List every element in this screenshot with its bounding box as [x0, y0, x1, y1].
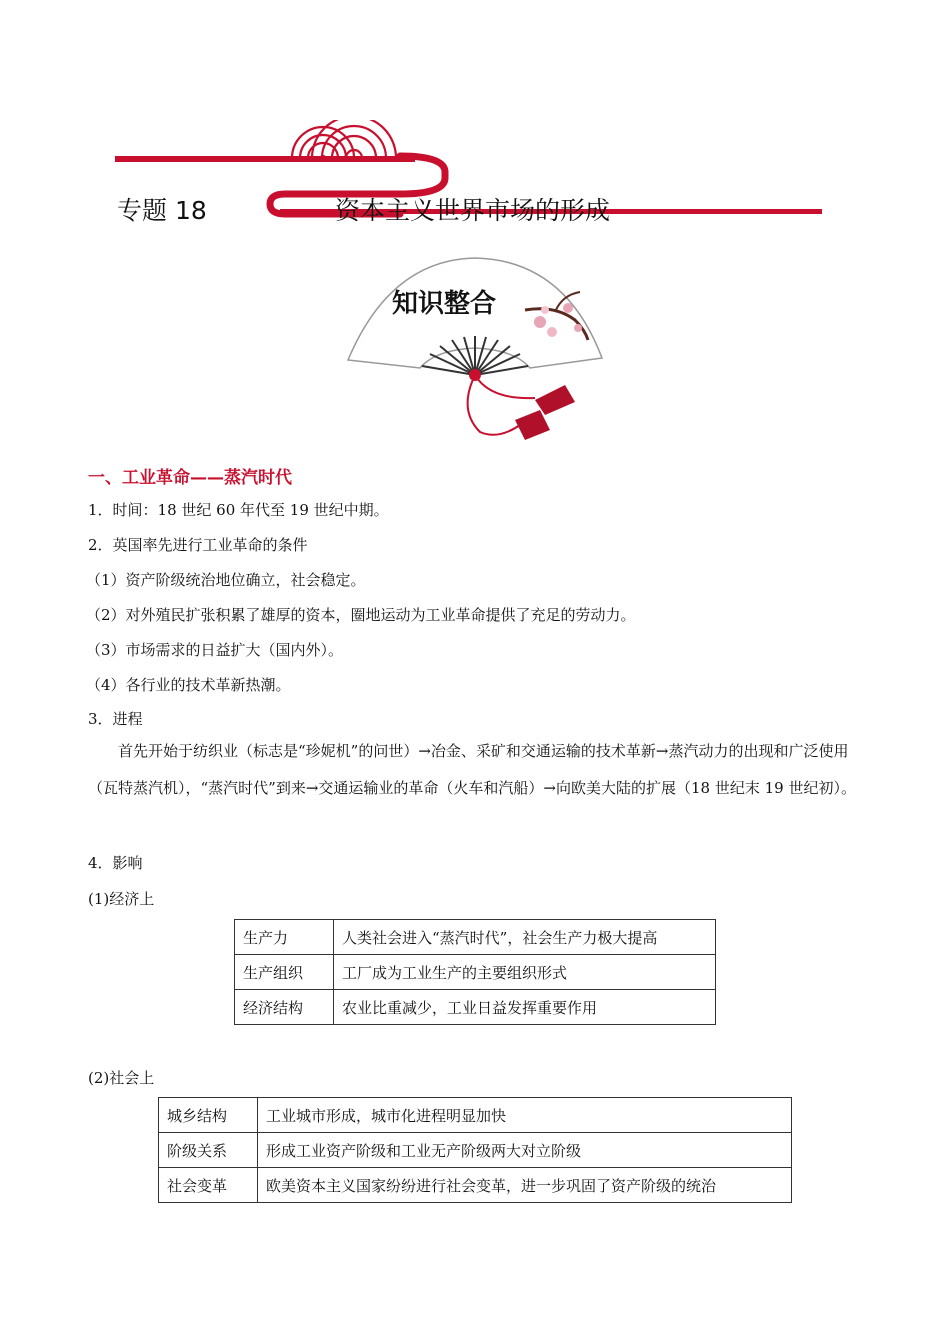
table-cell-value: 工厂成为工业生产的主要组织形式 — [334, 955, 716, 990]
fan-badge-decoration — [340, 250, 610, 450]
table-cell-key: 经济结构 — [235, 990, 334, 1025]
badge-text: 知识整合 — [392, 289, 497, 319]
section-heading: 一、工业革命——蒸汽时代 — [88, 468, 292, 488]
table-row — [235, 990, 716, 1025]
table-row — [159, 1133, 792, 1168]
condition-item: （3）市场需求的日益扩大（国内外）。 — [86, 641, 344, 659]
condition-item: （4）各行业的技术革新热潮。 — [86, 676, 291, 694]
table-cell-value: 欧美资本主义国家纷纷进行社会变革，进一步巩固了资产阶级的统治 — [258, 1168, 792, 1203]
table-row — [159, 1098, 792, 1133]
economic-label: (1)经济上 — [88, 890, 155, 908]
table-cell-value: 人类社会进入“蒸汽时代”，社会生产力极大提高 — [334, 920, 716, 955]
table-cell-value: 农业比重减少，工业日益发挥重要作用 — [334, 990, 716, 1025]
tassel-cord-icon — [468, 375, 520, 435]
table-cell-key: 阶级关系 — [159, 1133, 258, 1168]
process-paragraph: 首先开始于纺织业（标志是“珍妮机”的问世）→冶金、采矿和交通运输的技术革新→蒸汽动力的出现和广泛使用（瓦特蒸汽机），“蒸汽时代”到来→交通运输业的革命（火车和汽船）→向欧美大陆的扩展（18 世纪末 19 世纪初）。 — [88, 742, 856, 797]
item-time: 1．时间：18 世纪 60 年代至 19 世纪中期。 — [88, 501, 389, 519]
table-cell-key: 社会变革 — [159, 1168, 258, 1203]
table-row — [235, 920, 716, 955]
topic-label: 专题 18 — [117, 196, 207, 225]
table-cell-key: 生产力 — [235, 920, 334, 955]
table-cell-key: 城乡结构 — [159, 1098, 258, 1133]
page-title: 资本主义世界市场的形成 — [335, 196, 611, 225]
item-process-heading: 3．进程 — [88, 710, 143, 728]
table-cell-key: 生产组织 — [235, 955, 334, 990]
item-conditions-heading: 2．英国率先进行工业革命的条件 — [88, 536, 308, 554]
condition-item: （1）资产阶级统治地位确立，社会稳定。 — [86, 571, 366, 589]
economic-table — [234, 919, 716, 1025]
table-row — [159, 1168, 792, 1203]
table-row — [235, 955, 716, 990]
item-impact-heading: 4．影响 — [88, 854, 143, 872]
social-label: (2)社会上 — [88, 1069, 155, 1087]
table-cell-value: 形成工业资产阶级和工业无产阶级两大对立阶级 — [258, 1133, 792, 1168]
condition-item: （2）对外殖民扩张积累了雄厚的资本，圈地运动为工业革命提供了充足的劳动力。 — [86, 606, 636, 624]
social-table — [158, 1097, 792, 1203]
table-cell-value: 工业城市形成，城市化进程明显加快 — [258, 1098, 792, 1133]
